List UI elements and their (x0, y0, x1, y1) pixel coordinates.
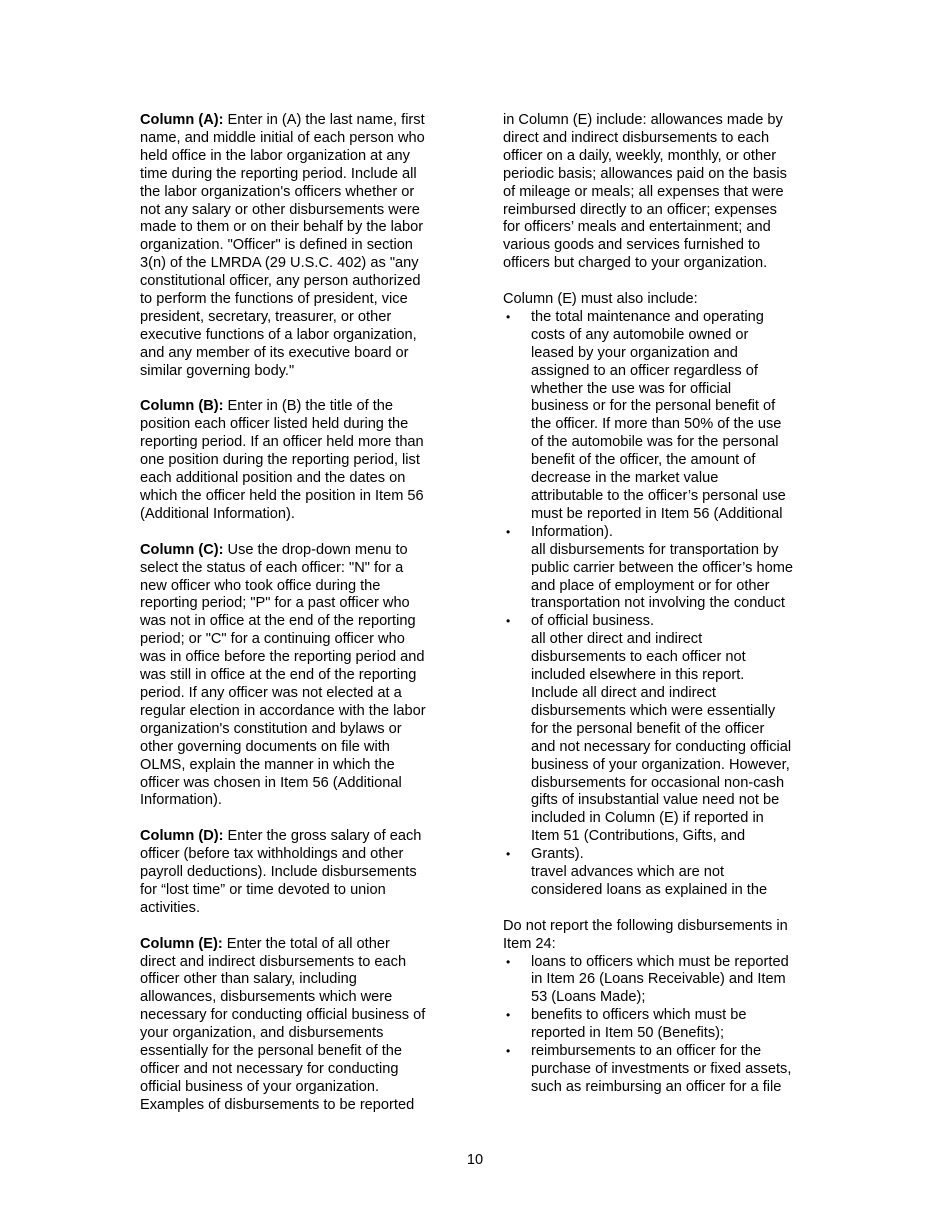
list-item-line (503, 363, 821, 381)
right-column (503, 112, 821, 1097)
text-line (140, 936, 460, 954)
bullet-icon: • (506, 1008, 511, 1023)
list-item-line (503, 954, 821, 972)
text-line: officer on a daily, weekly, monthly, or other (503, 147, 777, 164)
text-line: your organization, and disbursements (140, 1025, 384, 1042)
column-label: Column (E): (140, 935, 223, 952)
list-item (503, 309, 821, 524)
bullet-icon: • (506, 309, 511, 324)
text-line: included elsewhere in this report. (531, 667, 745, 684)
list-item-line (503, 488, 821, 506)
text-line: purchase of investments or fixed assets, (531, 1061, 792, 1077)
list-item-line (503, 578, 821, 596)
column-label: Column (B): (140, 398, 224, 415)
list-item-line (503, 792, 821, 810)
list-item-line (503, 667, 821, 685)
text-line: gifts of insubstantial value need not be (531, 792, 780, 809)
text-line: travel advances which are not (531, 864, 725, 881)
text-line: for “lost time” or time devoted to union (140, 881, 386, 898)
list-item-line (503, 506, 821, 524)
text-line: Examples of disbursements to be reported (140, 1096, 415, 1113)
text-line: Do not report the following disbursements in (503, 917, 788, 934)
list-item-line (503, 1043, 821, 1061)
text-line: organization's constitution and bylaws or (140, 720, 402, 737)
text-segment: Enter the gross salary of each (223, 828, 422, 845)
text-line: disbursements which were essentially (531, 702, 776, 719)
list-item (503, 613, 821, 846)
text-segment: Use the drop-down menu to (223, 541, 408, 558)
text-line: in Item 26 (Loans Receivable) and Item (531, 971, 786, 988)
list-item-line (503, 309, 821, 327)
text-line: was still in office at the end of the reporting (140, 667, 417, 684)
list-item-line (503, 327, 821, 345)
list-item-line (503, 1007, 821, 1025)
text-line: disbursements to each officer not (531, 649, 746, 666)
list-item-line (503, 846, 821, 864)
text-line: time during the reporting period. Include all (140, 165, 417, 182)
text-line: reimbursements to an officer for the (531, 1043, 762, 1060)
list-item-line (503, 828, 821, 846)
list-item-line (503, 882, 821, 900)
text-line: all disbursements for transportation by (531, 541, 779, 558)
list-item-line (503, 971, 821, 989)
list-item-line (503, 1025, 821, 1043)
list-item-line (503, 685, 821, 703)
text-line: of the automobile was for the personal (531, 434, 779, 451)
list-item (503, 1007, 821, 1043)
list-item-line (503, 542, 821, 560)
list-item-line (503, 989, 821, 1007)
list-item-line (503, 345, 821, 363)
text-line: direct and indirect disbursements to each (503, 129, 770, 146)
text-line: benefits to officers which must be (531, 1007, 747, 1024)
bullet-icon: • (506, 1044, 511, 1059)
list-item (503, 1043, 821, 1097)
text-line: public carrier between the officer’s home (531, 559, 794, 576)
text-line: new officer who took office during the (140, 577, 381, 594)
text-line: and place of employment or for other (531, 577, 770, 594)
text-line: period. If any officer was not elected at a (140, 684, 402, 701)
text-line: such as reimbursing an officer for a file (531, 1078, 782, 1095)
text-line: reported in Item 50 (Benefits); (531, 1025, 725, 1042)
column-c-paragraph (140, 542, 460, 811)
text-line: Include all direct and indirect (531, 684, 716, 701)
text-line (140, 542, 460, 560)
text-line: Grants). (531, 846, 584, 863)
text-line: (Additional Information). (140, 505, 295, 522)
text-line: considered loans as explained in the (531, 881, 768, 898)
text-line: one position during the reporting period, list (140, 452, 420, 469)
text-line: 53 (Loans Made); (531, 989, 646, 1006)
text-line: various goods and services furnished to (503, 237, 761, 254)
text-line: transportation not involving the conduct (531, 595, 785, 612)
do-not-report-list (503, 954, 821, 1097)
text-line: reporting period; "P" for a past officer who (140, 595, 410, 612)
text-line: and any member of its executive board or (140, 344, 409, 361)
list-item-line (503, 775, 821, 793)
text-line: benefit of the officer, the amount of (531, 452, 756, 469)
text-line: allowances, disbursements which were (140, 989, 393, 1006)
text-line: to perform the functions of president, vice (140, 291, 408, 308)
list-item-line (503, 757, 821, 775)
text-line: the total maintenance and operating (531, 308, 764, 325)
must-include-section (503, 291, 821, 900)
list-item-line (503, 631, 821, 649)
text-line: of official business. (531, 613, 655, 630)
text-line: whether the use was for official (531, 380, 732, 397)
text-line: attributable to the officer’s personal use (531, 488, 786, 505)
text-line: Information). (140, 792, 222, 809)
text-line: the labor organization's officers whether or (140, 183, 415, 200)
text-line: business of your organization. However, (531, 756, 790, 773)
text-line: for the personal benefit of the officer (531, 720, 765, 737)
text-line: officers but charged to your organization. (503, 255, 768, 272)
text-line: disbursements for occasional non-cash (531, 774, 785, 791)
text-line: and not necessary for conducting official (531, 738, 792, 755)
text-line: period; or "C" for a continuing officer who (140, 631, 405, 648)
text-line: organization. "Officer" is defined in section (140, 237, 413, 254)
list-item (503, 954, 821, 1008)
text-line: OLMS, explain the manner in which the (140, 756, 395, 773)
text-line: Information). (531, 523, 613, 540)
text-segment: Enter the total of all other (222, 935, 390, 952)
text-line: officer (before tax withholdings and other (140, 846, 404, 863)
text-line: in Column (E) include: allowances made by (503, 112, 783, 128)
must-include-list (503, 309, 821, 900)
text-line: loans to officers which must be reported (531, 953, 789, 970)
list-item-line (503, 1079, 821, 1097)
do-not-report-section (503, 918, 821, 1097)
list-item-line (503, 864, 821, 882)
text-line: position each officer listed held during the (140, 416, 409, 433)
left-column (140, 112, 460, 1115)
list-item-line (503, 613, 821, 631)
list-item-line (503, 416, 821, 434)
text-line: officer other than salary, including (140, 971, 357, 988)
text-line: not any salary or other disbursements were (140, 201, 420, 218)
list-item-line (503, 524, 821, 542)
text-line: necessary for conducting official business of (140, 1007, 426, 1024)
text-line: included in Column (E) if reported in (531, 810, 764, 827)
column-label: Column (C): (140, 541, 224, 558)
text-line: activities. (140, 899, 201, 916)
text-line: executive functions of a labor organization, (140, 326, 417, 343)
text-line: reporting period. If an officer held more than (140, 434, 424, 451)
text-line: similar governing body." (140, 362, 295, 379)
text-line: 3(n) of the LMRDA (29 U.S.C. 402) as "any (140, 255, 419, 272)
text-line: constitutional officer, any person authorized (140, 273, 421, 290)
do-not-report-intro (503, 918, 821, 954)
list-item-line (503, 434, 821, 452)
list-item (503, 846, 821, 900)
text-line: decrease in the market value (531, 470, 719, 487)
list-item-line (503, 452, 821, 470)
list-item-line (503, 381, 821, 399)
text-line: was not in office at the end of the reporting (140, 613, 416, 630)
text-line: official business of your organization. (140, 1078, 380, 1095)
text-segment: Enter in (B) the title of the (223, 398, 394, 415)
text-line: name, and middle initial of each person who (140, 129, 425, 146)
must-include-intro: Column (E) must also include: (503, 291, 698, 308)
list-item-line (503, 470, 821, 488)
bullet-icon: • (506, 847, 511, 862)
page-number: 10 (466, 1152, 484, 1168)
text-line: other governing documents on file with (140, 738, 390, 755)
text-line: made to them or on their behalf by the labor (140, 219, 424, 236)
column-b-paragraph (140, 398, 460, 523)
column-d-paragraph (140, 828, 460, 918)
text-line: which the officer held the position in Item 56 (140, 488, 424, 505)
text-line: Item 51 (Contributions, Gifts, and (531, 828, 746, 845)
text-line: officer and not necessary for conducting (140, 1060, 399, 1077)
bullet-icon: • (506, 954, 511, 969)
text-line: for officers’ meals and entertainment; and (503, 219, 771, 236)
text-line: must be reported in Item 56 (Additional (531, 505, 783, 522)
bullet-icon: • (506, 614, 511, 629)
text-line: the officer. If more than 50% of the use (531, 416, 782, 433)
list-item-line (503, 595, 821, 613)
text-line: Item 24: (503, 935, 556, 952)
list-item-line (503, 810, 821, 828)
text-line: costs of any automobile owned or (531, 326, 749, 343)
list-item-line (503, 1061, 821, 1079)
list-item-line (503, 703, 821, 721)
text-line: periodic basis; allowances paid on the basis (503, 165, 787, 182)
bullet-icon: • (506, 524, 511, 539)
text-line: all other direct and indirect (531, 631, 703, 648)
list-item-line (503, 560, 821, 578)
text-line: assigned to an officer regardless of (531, 362, 758, 379)
list-item (503, 524, 821, 614)
text-line: was in office before the reporting period and (140, 649, 425, 666)
text-line: leased by your organization and (531, 344, 738, 361)
text-line: of mileage or meals; all expenses that were (503, 183, 784, 200)
column-a-paragraph (140, 112, 460, 381)
list-item-line (503, 649, 821, 667)
text-line: essentially for the personal benefit of the (140, 1043, 403, 1060)
text-line: direct and indirect disbursements to each (140, 953, 407, 970)
text-line: select the status of each officer: "N" for a (140, 559, 404, 576)
text-line: officer was chosen in Item 56 (Additional (140, 774, 402, 791)
text-line (140, 398, 460, 416)
text-line: each additional position and the dates on (140, 470, 406, 487)
text-line: reimbursed directly to an officer; expenses (503, 201, 777, 218)
column-e-continuation (503, 112, 821, 273)
text-line: payroll deductions). Include disbursements (140, 864, 417, 881)
text-line (140, 828, 460, 846)
text-line: regular election in accordance with the labor (140, 702, 426, 719)
column-label: Column (D): (140, 828, 224, 845)
column-label: Column (A): (140, 112, 224, 128)
text-line: business or for the personal benefit of (531, 398, 776, 415)
text-line (140, 112, 460, 130)
list-item-line (503, 398, 821, 416)
column-e-paragraph (140, 936, 460, 1115)
text-line: president, secretary, treasurer, or other (140, 308, 392, 325)
text-line: held office in the labor organization at any (140, 147, 410, 164)
list-item-line (503, 739, 821, 757)
text-segment: Enter in (A) the last name, first (223, 112, 425, 128)
list-item-line (503, 721, 821, 739)
